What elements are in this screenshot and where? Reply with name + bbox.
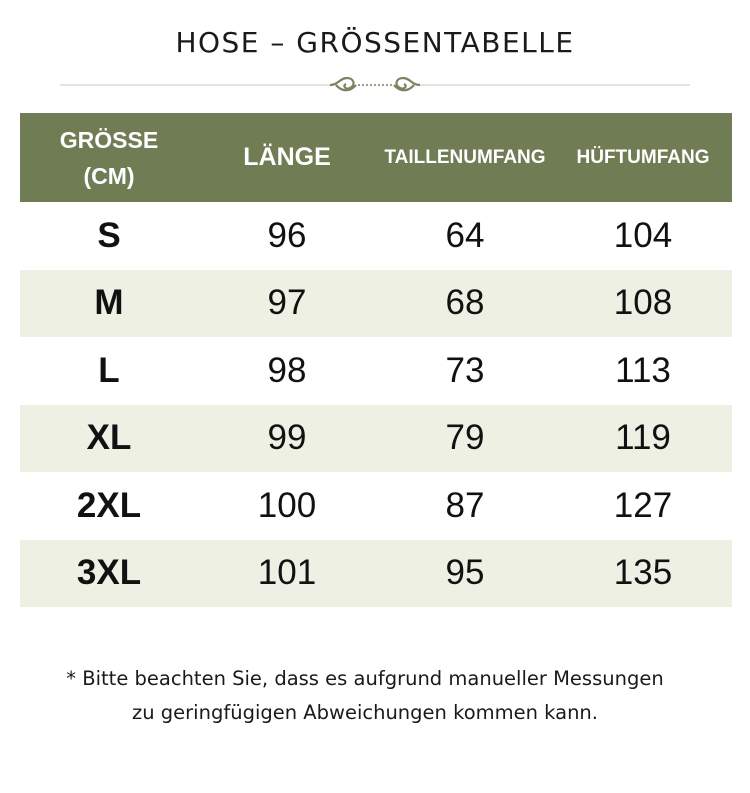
cell-size: 2XL bbox=[76, 485, 142, 525]
cell-length: 99 bbox=[198, 405, 376, 473]
header-size: GRÖSSE (CM) bbox=[20, 113, 198, 202]
note-line-2: zu geringfügigen Abweichungen kommen kann. bbox=[132, 701, 598, 724]
cell-length: 98 bbox=[267, 350, 307, 390]
cell-waist: 64 bbox=[445, 215, 485, 255]
header-waist: TAILLENUMFANG bbox=[376, 113, 554, 202]
cell-length: 96 bbox=[267, 215, 307, 255]
cell-waist: 95 bbox=[376, 540, 554, 608]
table-row bbox=[20, 540, 732, 608]
note-line-1: * Bitte beachten Sie, dass es aufgrund manueller Messungen bbox=[66, 667, 664, 690]
table-row bbox=[20, 202, 732, 270]
cell-hip: 119 bbox=[554, 405, 732, 473]
table-row bbox=[20, 472, 732, 540]
cell-hip: 135 bbox=[554, 540, 732, 608]
cell-size: 3XL bbox=[20, 540, 198, 608]
cell-size: S bbox=[97, 215, 121, 255]
cell-hip: 108 bbox=[554, 270, 732, 338]
table-row bbox=[20, 405, 732, 473]
header-length: LÄNGE bbox=[198, 113, 376, 202]
cell-hip: 113 bbox=[615, 350, 671, 390]
table-row bbox=[20, 270, 732, 338]
cell-length: 101 bbox=[198, 540, 376, 608]
size-table bbox=[20, 113, 732, 607]
header-hip: HÜFTUMFANG bbox=[554, 113, 732, 202]
cell-length: 97 bbox=[198, 270, 376, 338]
cell-size: L bbox=[98, 350, 120, 390]
cell-length: 100 bbox=[257, 485, 317, 525]
cell-hip: 104 bbox=[613, 215, 673, 255]
table-row bbox=[20, 337, 732, 405]
cell-waist: 73 bbox=[445, 350, 485, 390]
table-header-row bbox=[20, 113, 732, 202]
cell-hip: 127 bbox=[613, 485, 673, 525]
cell-waist: 79 bbox=[376, 405, 554, 473]
cell-waist: 68 bbox=[376, 270, 554, 338]
cell-waist: 87 bbox=[445, 485, 485, 525]
cell-size: M bbox=[20, 270, 198, 338]
measurement-note bbox=[0, 662, 730, 730]
cell-size: XL bbox=[20, 405, 198, 473]
ornament-divider bbox=[60, 72, 690, 98]
page-title: HOSE – GRÖSSENTABELLE bbox=[175, 26, 575, 59]
